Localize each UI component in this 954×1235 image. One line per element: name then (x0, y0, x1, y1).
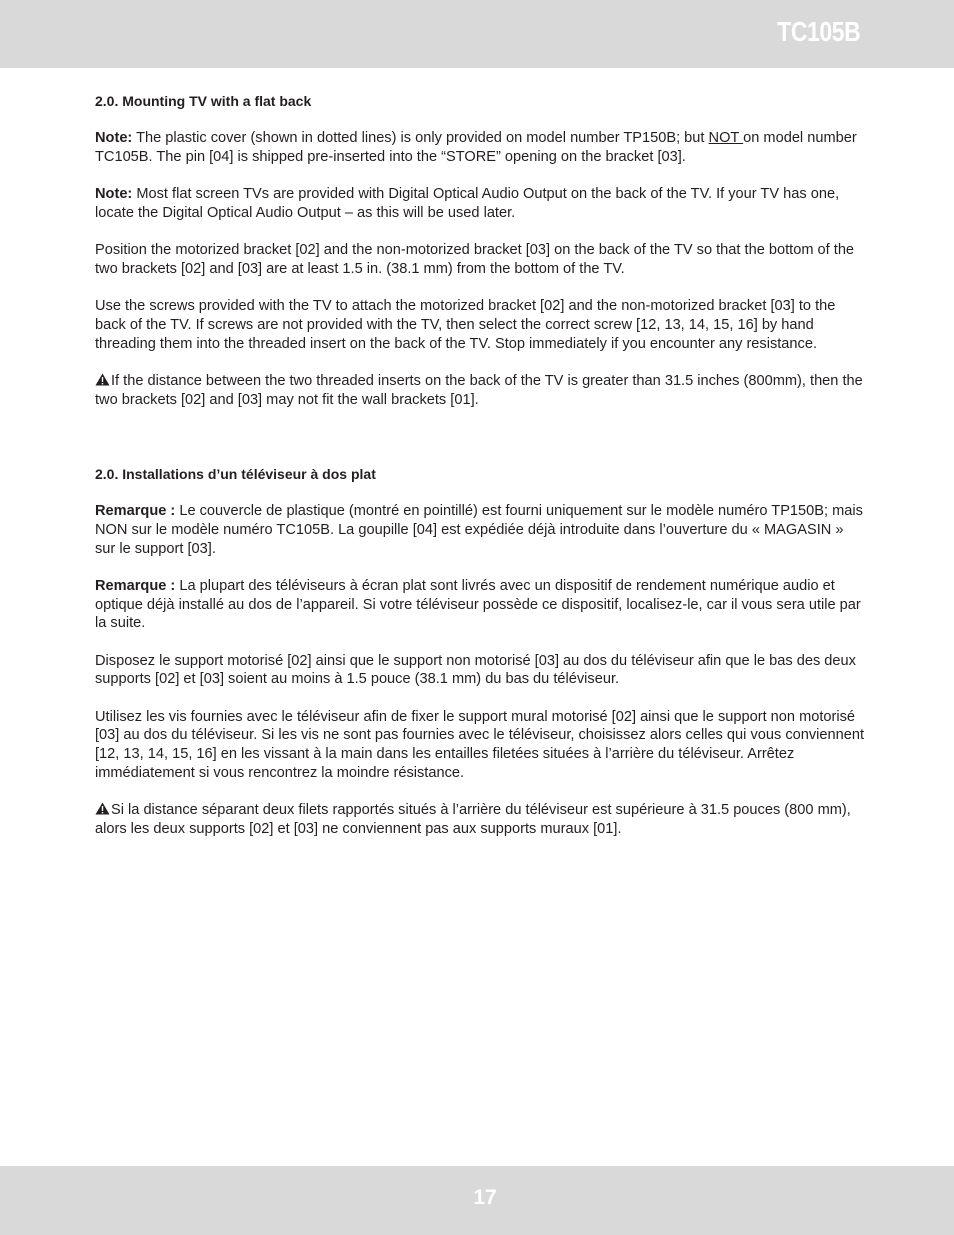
underlined-text: NOT (708, 130, 744, 147)
page-number: 17 (473, 1186, 497, 1209)
page-header (0, 0, 954, 68)
note-text: on model number TC105B. The pin [04] is shipped pre-inserted into the “STORE” opening on the bracket [03]. (95, 130, 857, 165)
english-note-2 (95, 185, 865, 222)
warning-triangle-icon (95, 373, 110, 386)
note-label: Remarque : (95, 503, 176, 520)
note-label: Remarque : (95, 578, 176, 594)
note-text: Le couvercle de plastique (montré en pointillé) est fourni uniquement sur le modèle numéro TP150B; mais NON sur le modèle numéro TC105B. La goupille [04] est expédiée déjà introduite dans l’ouverture du « MAGASIN » sur le support [03]. (95, 503, 863, 557)
warning-triangle-icon (95, 802, 110, 815)
note-label: Note: (95, 186, 133, 203)
english-note-1 (95, 129, 865, 166)
french-note-2 (95, 577, 865, 633)
english-warning (95, 372, 865, 409)
warning-text: If the distance between the two threaded inserts on the back of the TV is greater than 31.5 inches (800mm), then the two brackets [02] and [03] may not fit the wall brackets [01]. (95, 373, 863, 408)
french-paragraph-2: Utilisez les vis fournies avec le téléviseur afin de fixer le support mural motorisé [02] ainsi que le support non motorisé [03] au dos du téléviseur. Si les vis ne sont pas fournies avec le téléviseur, choisissez alors celles qui vous conviennent [12, 13, 14, 15, 16] en les vissant à la main dans les entailles filetées situées à l’arrière du téléviseur. Arrêtez immédiatement si vous rencontrez la moindre résistance. (95, 708, 865, 781)
french-paragraph-1: Disposez le support motorisé [02] ainsi que le support non motorisé [03] au dos du téléviseur afin que le bas des deux supports [02] et [03] soient au moins à 1.5 pouce (38.1 mm) du bas du téléviseur. (95, 652, 856, 688)
page-footer (0, 1166, 954, 1235)
note-label: Note: (95, 130, 133, 147)
warning-text: Si la distance séparant deux filets rapportés situés à l’arrière du téléviseur est supérieure à 31.5 pouces (800 mm), alors les deux supports [02] et [03] ne conviennent pas aux supports muraux [01]. (95, 802, 851, 837)
english-heading: 2.0. Mounting TV with a flat back (95, 93, 312, 109)
note-text: Most flat screen TVs are provided with Digital Optical Audio Output on the back of the TV. If your TV has one, locate the Digital Optical Audio Output – as this will be used later. (95, 186, 840, 221)
model-number: TC105B (776, 16, 860, 47)
french-note-1 (95, 502, 865, 558)
english-paragraph-1: Position the motorized bracket [02] and the non-motorized bracket [03] on the back of the TV so that the bottom of the two brackets [02] and [03] are at least 1.5 in. (38.1 mm) from the bottom of the TV. (95, 242, 855, 277)
document-body (95, 92, 865, 857)
english-paragraph-2: Use the screws provided with the TV to attach the motorized bracket [02] and the non-motorized bracket [03] to the back of the TV. If screws are not provided with the TV, then select the correct screw [12, 13, 14, 15, 16] by hand threading them into the threaded insert on the back of the TV. Stop immediately if you encounter any resistance. (95, 298, 836, 352)
french-heading: 2.0. Installations d’un téléviseur à dos plat (95, 466, 376, 482)
note-text: La plupart des téléviseurs à écran plat sont livrés avec un dispositif de rendement numérique audio et optique déjà installé au dos de l’appareil. Si votre téléviseur possède ce dispositif, localisez-le, car il vous sera utile par la suite. (95, 578, 861, 632)
french-warning (95, 801, 865, 838)
section-spacer (95, 428, 865, 465)
note-text: The plastic cover (shown in dotted lines) is only provided on model number TP150B; but (132, 130, 709, 147)
